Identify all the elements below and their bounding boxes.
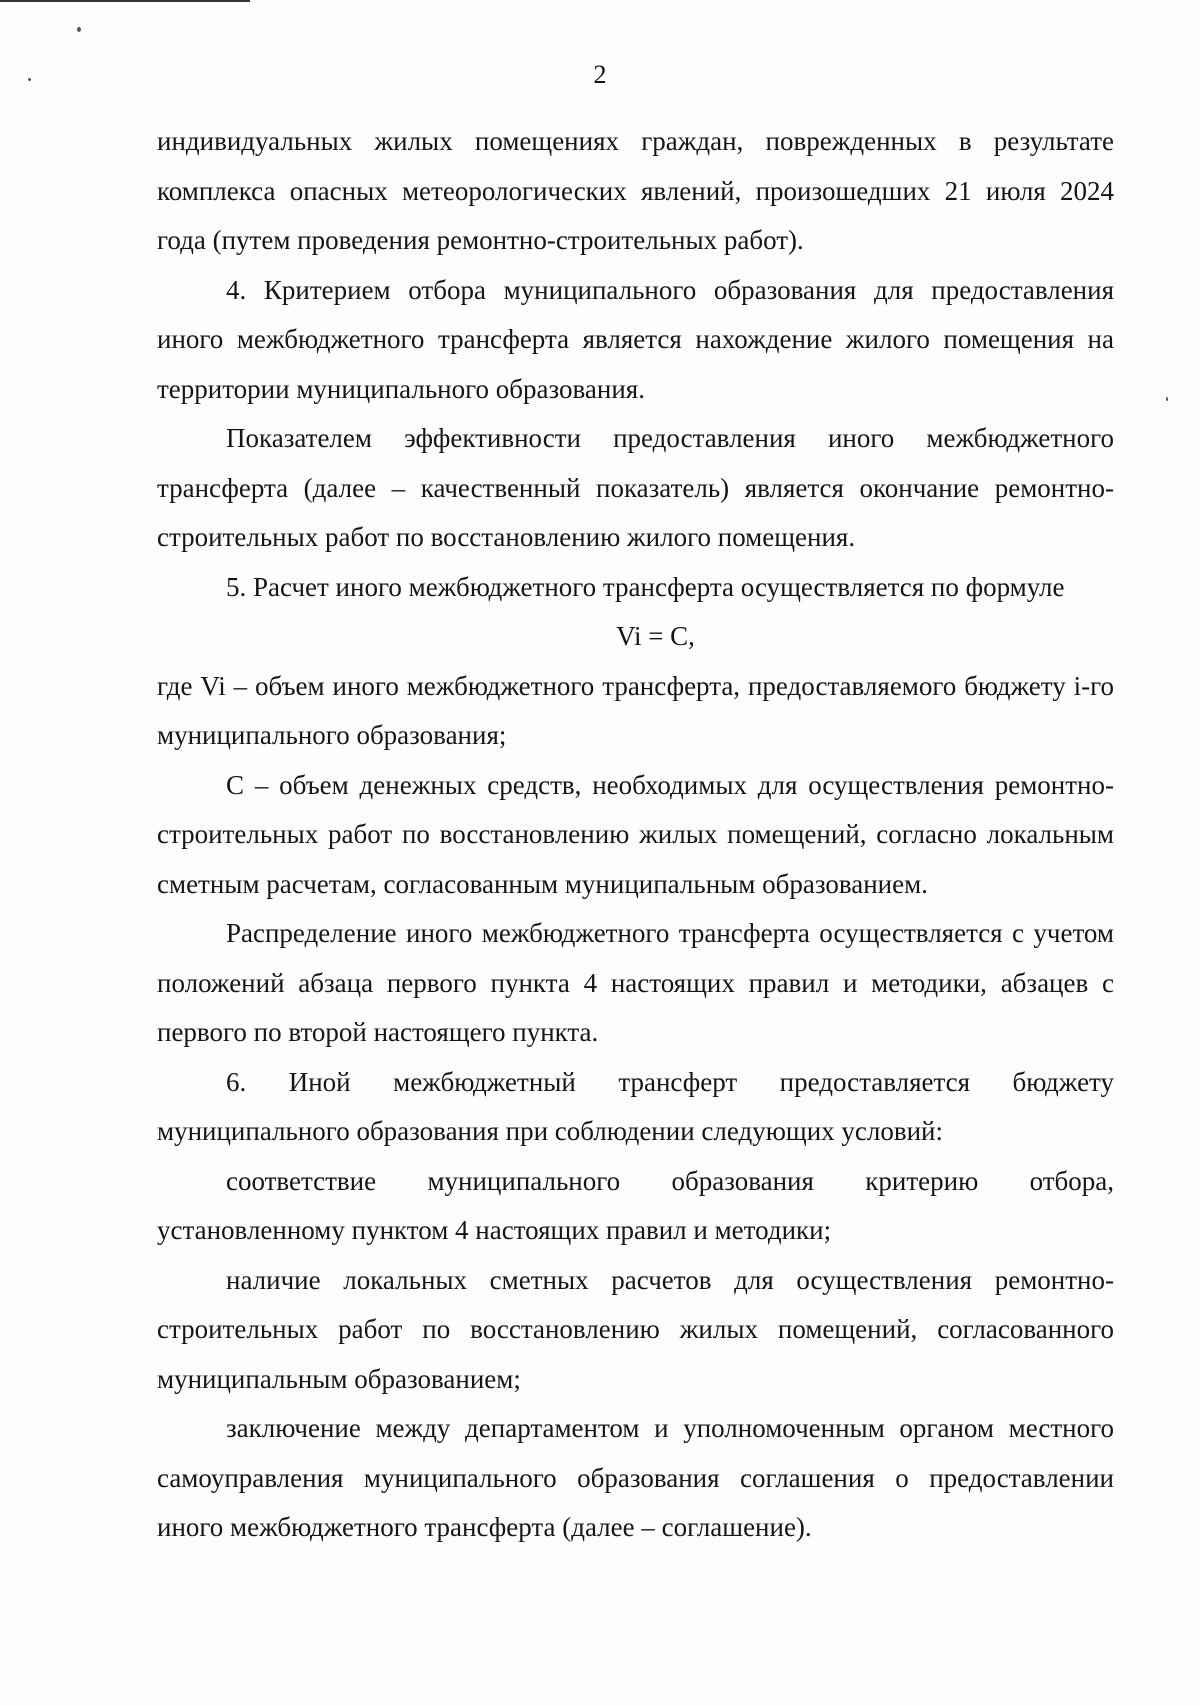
paragraph: C – объем денежных средств, необходимых для осуществления ремонтно-строительных работ по восстановлению жилых помещений, согласно локальным сметным расчетам, согласованным муниципальным образованием. bbox=[157, 769, 1114, 899]
scan-speck bbox=[77, 27, 81, 32]
paragraph: 5. Расчет иного межбюджетного трансферта осуществляется по формуле bbox=[226, 571, 1065, 602]
paragraph: Распределение иного межбюджетного трансферта осуществляется с учетом положений абзаца первого пункта 4 настоящих правил и методики, абзацев с первого по второй настоящего пункта. bbox=[157, 918, 1114, 1047]
scan-speck bbox=[1166, 397, 1168, 401]
paragraph: 4. Критерием отбора муниципального образования для предоставления иного межбюджетного трансферта является нахождение жилого помещения на территории муниципального образования. bbox=[157, 274, 1114, 404]
paragraph: заключение между департаментом и уполномоченным органом местного самоуправления муниципального образования соглашения о предоставлении иного межбюджетного трансферта (далее – соглашение). bbox=[157, 1413, 1114, 1542]
scan-edge-line bbox=[0, 0, 250, 2]
paragraph: 6. Иной межбюджетный трансферт предоставляется бюджету муниципального образования при соблюдении следующих условий: bbox=[157, 1066, 1114, 1146]
paragraph: Показателем эффективности предоставления иного межбюджетного трансферта (далее – качественный показатель) является окончание ремонтно-строительных работ по восстановлению жилого помещения. bbox=[157, 423, 1114, 552]
formula: Vi = C, bbox=[616, 621, 695, 651]
paragraph: где Vi – объем иного межбюджетного трансферта, предоставляемого бюджету i-го муниципального образования; bbox=[157, 670, 1114, 750]
paragraph: наличие локальных сметных расчетов для осуществления ремонтно-строительных работ по восстановлению жилых помещений, согласованного муниципальным образованием; bbox=[157, 1264, 1114, 1394]
paragraph: соответствие муниципального образования критерию отбора, установленному пунктом 4 настоящих правил и методики; bbox=[157, 1165, 1114, 1245]
document-body bbox=[157, 117, 1114, 1553]
paragraph: индивидуальных жилых помещениях граждан, поврежденных в результате комплекса опасных метеорологических явлений, произошедших 21 июля 2024 года (путем проведения ремонтно-строительных работ). bbox=[157, 126, 1114, 255]
page-number: 2 bbox=[593, 60, 607, 89]
